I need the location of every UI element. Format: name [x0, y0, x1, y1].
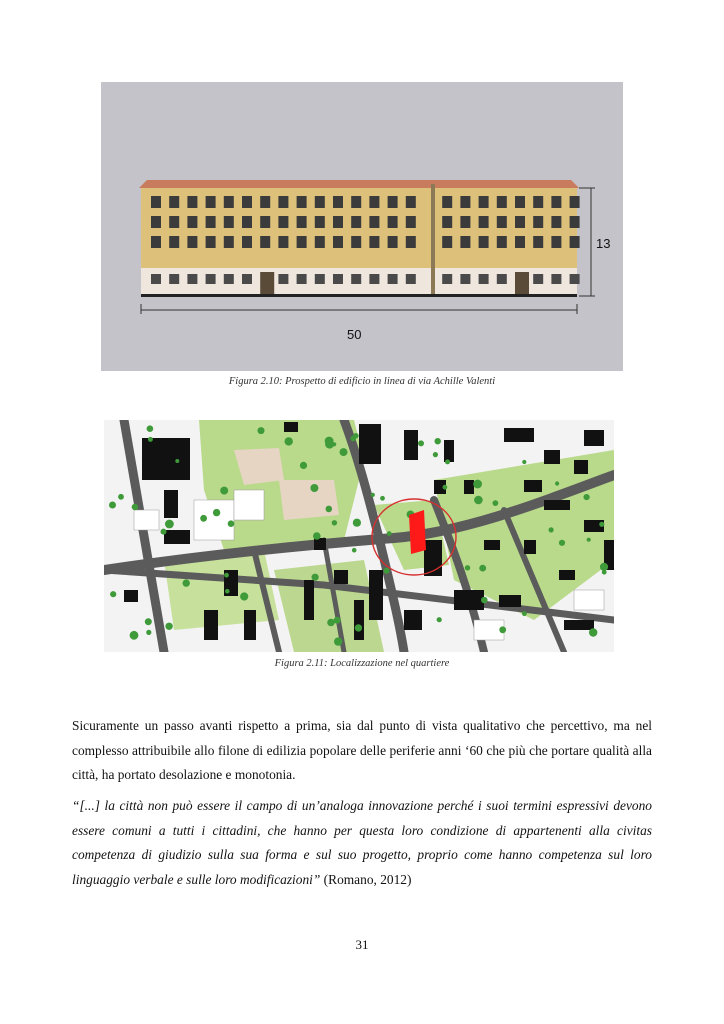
- base-line: [141, 294, 577, 297]
- figure-site-map: [104, 420, 614, 652]
- citation: (Romano, 2012): [320, 871, 412, 887]
- quote-text: “[...] la città non può essere il campo di un’analoga innovazione perché i suoi termini espressivi devono essere comuni a tutti i cittadini, che hanno per questa loro condizione di appartenenti alla civitas competenza di giudizio sulla sua forma e sul suo progetto, proprio come hanno competenza sul loro linguaggio verbale e sulle loro modificazioni”: [72, 798, 652, 887]
- figure-caption-1: Figura 2.10: Prospetto di edificio in linea di via Achille Valenti: [228, 376, 496, 387]
- quote-paragraph: [72, 794, 652, 892]
- page-number: 31: [355, 937, 369, 952]
- figure-building-elevation: [101, 82, 623, 371]
- site-map-drawing: [104, 420, 614, 652]
- roof: [139, 180, 579, 188]
- block-joint: [431, 184, 435, 296]
- elevation-drawing: [101, 82, 623, 371]
- highlighted-building: [409, 510, 426, 554]
- height-label: 13: [596, 236, 611, 251]
- body-paragraph: Sicuramente un passo avanti rispetto a prima, sia dal punto di vista qualitativo che percettivo, ma nel complesso attribuibile allo filone di edilizia popolare delle periferie anni ‘60 che più che portare qualità alla città, ha portato desolazione e monotonia.: [72, 718, 652, 782]
- figure-caption-2: Figura 2.11: Localizzazione nel quartiere: [274, 658, 450, 669]
- width-label: 50: [347, 327, 362, 342]
